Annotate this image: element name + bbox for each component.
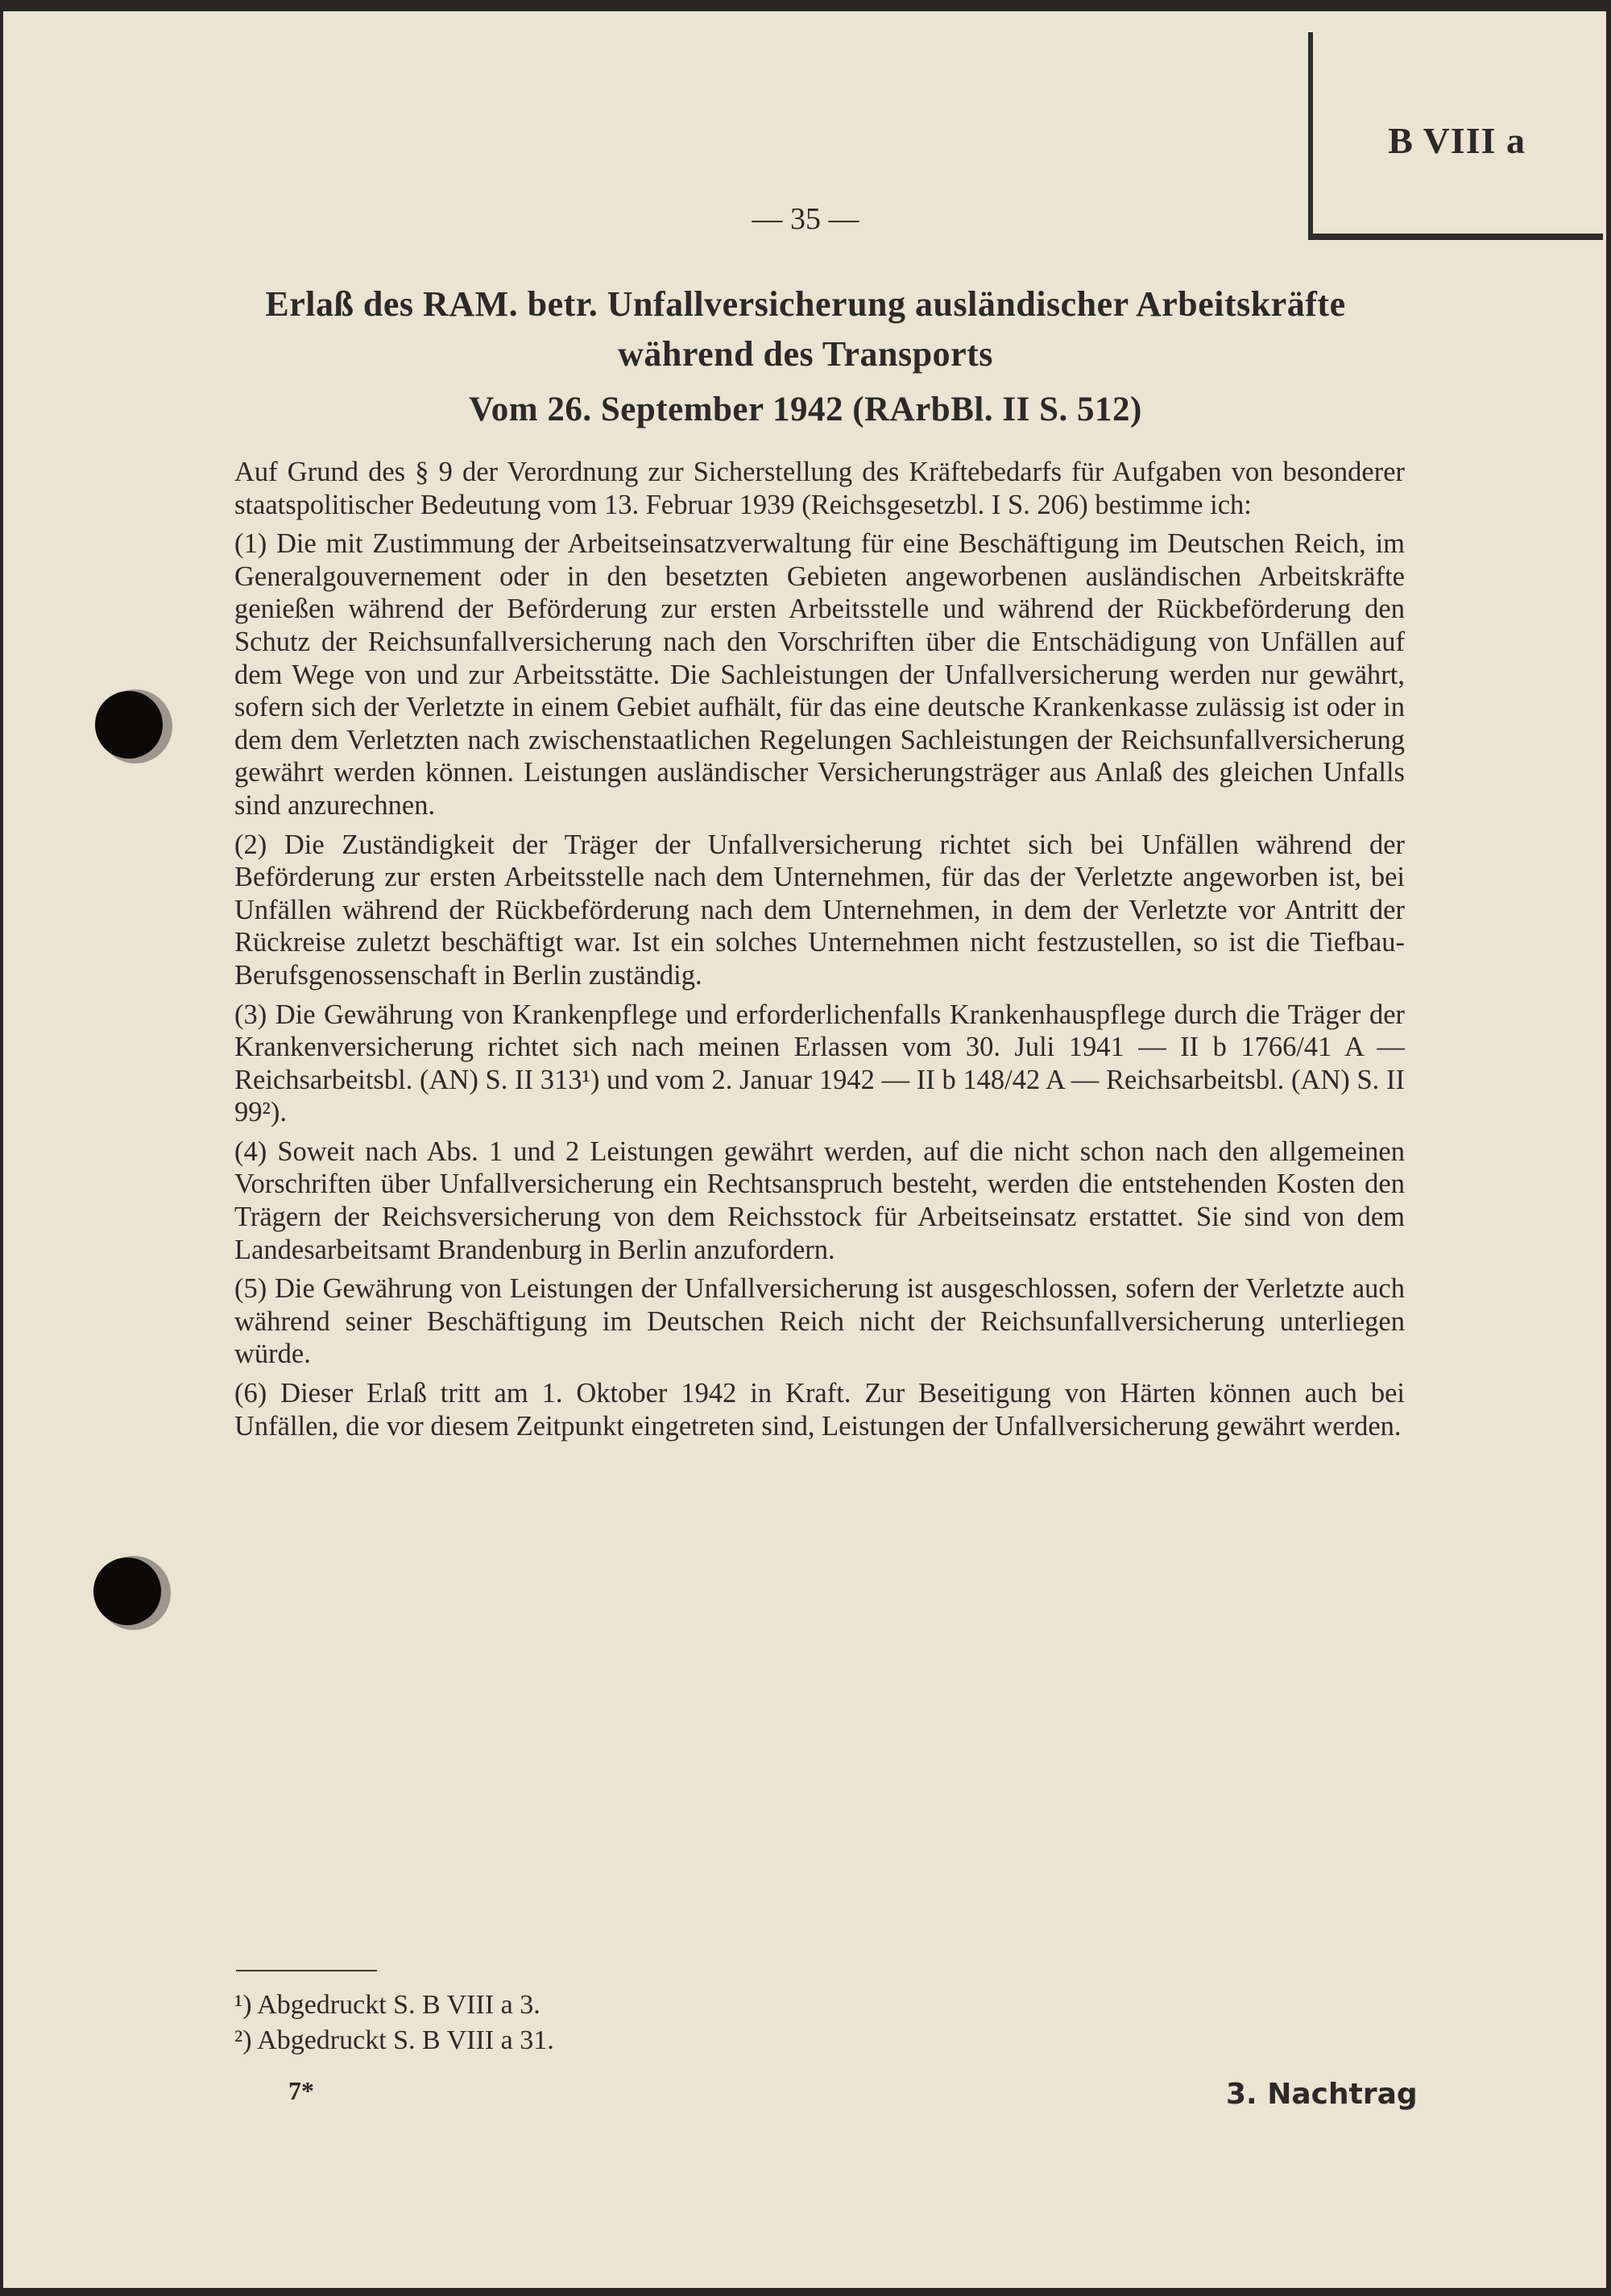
title-line-2: während des Transports xyxy=(618,334,993,374)
paragraph-6: (6) Dieser Erlaß tritt am 1. Oktober 1942 in Kraft. Zur Beseitigung von Härten können auch bei Unfällen, die vor diesem Zeitpunkt eingetreten sind, Leistungen der Unfallversicherung gewährt werden. xyxy=(234,1378,1405,1442)
punch-hole-top xyxy=(95,691,163,759)
punch-hole-bottom xyxy=(93,1558,161,1625)
footnote-2: ²) Abgedruckt S. B VIII a 31. xyxy=(234,2025,554,2055)
title-date-line: Vom 26. September 1942 (RArbBl. II S. 512) xyxy=(469,391,1142,428)
page-number: — 35 — xyxy=(752,202,859,236)
paragraph-4: (4) Soweit nach Abs. 1 und 2 Leistungen gewährt werden, auf die nicht schon nach den allgemeinen Vorschriften über Unfallversicherung ein Rechtsanspruch besteht, werden die entstehenden Kosten den Trägern der Reichsversicherung von dem Reichsstock für Arbeitseinsatz erstattet. Sie sind von dem Landesarbeitsamt Brandenburg in Berlin anzufordern. xyxy=(234,1136,1405,1265)
intro-paragraph: Auf Grund des § 9 der Verordnung zur Sicherstellung des Kräftebedarfs für Aufgaben von besonderer staatspolitischer Bedeutung vom 13. Februar 1939 (Reichsgesetzbl. I S. 206) bestimme ich: xyxy=(234,457,1405,520)
paragraph-2: (2) Die Zuständigkeit der Träger der Unfallversicherung richtet sich bei Unfällen während der Beförderung zur ersten Arbeitsstelle nach dem Unternehmen, für das der Verletzte angeworben ist, bei Unfällen während der Rückbeförderung nach dem Unternehmen, in dem der Verletzte vor Antritt der Rückreise zuletzt beschäftigt war. Ist ein solches Unternehmen nicht festzustellen, so ist die Tiefbau-Berufsgenossenschaft in Berlin zuständig. xyxy=(234,829,1405,991)
paragraph-5: (5) Die Gewährung von Leistungen der Unfallversicherung ist ausgeschlossen, sofern der Verletzte auch während seiner Beschäftigung im Deutschen Reich nicht der Reichsunfallversicherung unterliegen würde. xyxy=(234,1273,1405,1370)
title-line-1: Erlaß des RAM. betr. Unfallversicherung ausländischer Arbeitskräfte xyxy=(265,284,1346,324)
footnote-1: ¹) Abgedruckt S. B VIII a 3. xyxy=(234,1990,540,2020)
supplement-label: 3. Nachtrag xyxy=(1226,2078,1418,2111)
body-text xyxy=(234,456,1405,1449)
footnote-divider xyxy=(236,1970,377,1971)
sheet-signature: 7* xyxy=(288,2076,314,2105)
register-tab-label: B VIII a xyxy=(1388,120,1526,161)
paragraph-1: (1) Die mit Zustimmung der Arbeitseinsatzverwaltung für eine Beschäftigung im Deutschen Reich, im Generalgouvernement oder in den besetzten Gebieten angeworbenen ausländischen Arbeitskräfte genießen während der Beförderung zur ersten Arbeitsstelle und während der Rückbeförderung den Schutz der Reichsunfallversicherung nach den Vorschriften über die Entschädigung von Unfällen auf dem Wege von und zur Arbeitsstätte. Die Sachleistungen der Unfallversicherung werden nur gewährt, sofern sich der Verletzte in einem Gebiet aufhält, für das eine deutsche Krankenkasse zulässig ist oder in dem dem Verletzten nach zwischenstaatlichen Regelungen Sachleistungen der Reichsunfallversicherung gewährt werden können. Leistungen ausländischer Versicherungsträger aus Anlaß des gleichen Unfalls sind anzurechnen. xyxy=(234,528,1405,821)
footnotes xyxy=(234,1988,554,2058)
paragraph-3: (3) Die Gewährung von Krankenpflege und erforderlichenfalls Krankenhauspflege durch die Träger der Krankenversicherung richtet sich nach meinen Erlassen vom 30. Juli 1941 — II b 1766/41 A — Reichsarbeitsbl. (AN) S. II 313¹) und vom 2. Januar 1942 — II b 148/42 A — Reichsarbeitsbl. (AN) S. II 99²). xyxy=(234,999,1405,1128)
